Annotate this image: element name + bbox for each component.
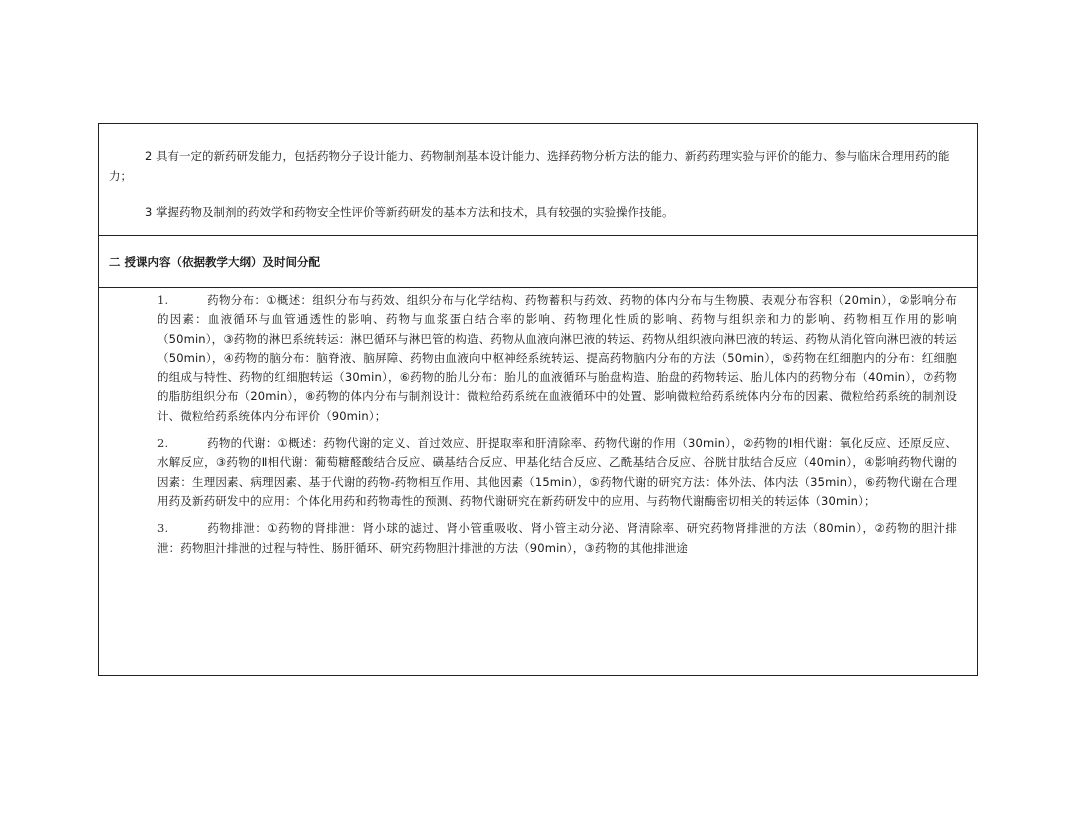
list-item (157, 434, 957, 511)
section-heading-text: 二 授课内容（依据教学大纲）及时间分配 (109, 254, 321, 269)
syllabus-table (98, 123, 978, 676)
goals-row (99, 124, 977, 236)
list-item-text: 药物分布：①概述：组织分布与药效、组织分布与化学结构、药物蓄积与药效、药物的体内分布与生物膜、表观分布容积（20min），②影响分布的因素：血液循环与血管通透性的影响、药物与血浆蛋白结合率的影响、药物理化性质的影响、药物与组织亲和力的影响、药物相互作用的影响（50min），③药物的淋巴系统转运：淋巴循环与淋巴管的构造、药物从血液向淋巴液的转运、药物从组织液向淋巴液的转运、药物从消化管向淋巴液的转运（50min），④药物的脑分布：脑脊液、脑屏障、药物由血液向中枢神经系统转运、提高药物脑内分布的方法（50min），⑤药物在红细胞内的分布：红细胞的组成与特性、药物的红细胞转运（30min），⑥药物的胎儿分布：胎儿的血液循环与胎盘构造、胎盘的药物转运、胎儿体内的药物分布（40min），⑦药物的脂肪组织分布（20min），⑧药物的体内分布与制剂设计：微粒给药系统在血液循环中的处置、影响微粒给药系统体内分布的因素、微粒给药系统的制剂设计、微粒给药系统体内分布评价（90min）； (157, 293, 957, 423)
goal-item-3: 3 掌握药物及制剂的药效学和药物安全性评价等新药研发的基本方法和技术，具有较强的实验操作技能。 (145, 205, 674, 219)
content-row (99, 288, 977, 558)
goal-item-2: 2 具有一定的新药研发能力，包括药物分子设计能力、药物制剂基本设计能力、选择药物分析方法的能力、新药药理实验与评价的能力、参与临床合理用药的能力； (109, 149, 950, 183)
list-item (157, 519, 957, 558)
list-item-text: 药物的代谢：①概述：药物代谢的定义、首过效应、肝提取率和肝清除率、药物代谢的作用（30min），②药物的Ⅰ相代谢：氧化反应、还原反应、水解反应，③药物的Ⅱ相代谢：葡萄糖醛酸结合反应、磺基结合反应、甲基化结合反应、乙酰基结合反应、谷胱甘肽结合反应（40min），④影响药物代谢的因素：生理因素、病理因素、基于代谢的药物-药物相互作用、其他因素（15min），⑤药物代谢的研究方法：体外法、体内法（35min），⑥药物代谢在合理用药及新药研发中的应用：个体化用药和药物毒性的预测、药物代谢研究在新药研发中的应用、与药物代谢酶密切相关的转运体（30min）； (157, 436, 957, 508)
list-item-number: 1. (157, 293, 169, 307)
list-item-number: 2. (157, 436, 169, 451)
list-item (157, 291, 957, 426)
section-heading (99, 236, 977, 288)
list-item-text: 药物排泄：①药物的肾排泄：肾小球的滤过、肾小管重吸收、肾小管主动分泌、肾清除率、研究药物肾排泄的方法（80min），②药物的胆汁排泄：药物胆汁排泄的过程与特性、肠肝循环、研究药物胆汁排泄的方法（90min），③药物的其他排泄途 (157, 521, 957, 555)
list-item-number: 3. (157, 521, 169, 536)
